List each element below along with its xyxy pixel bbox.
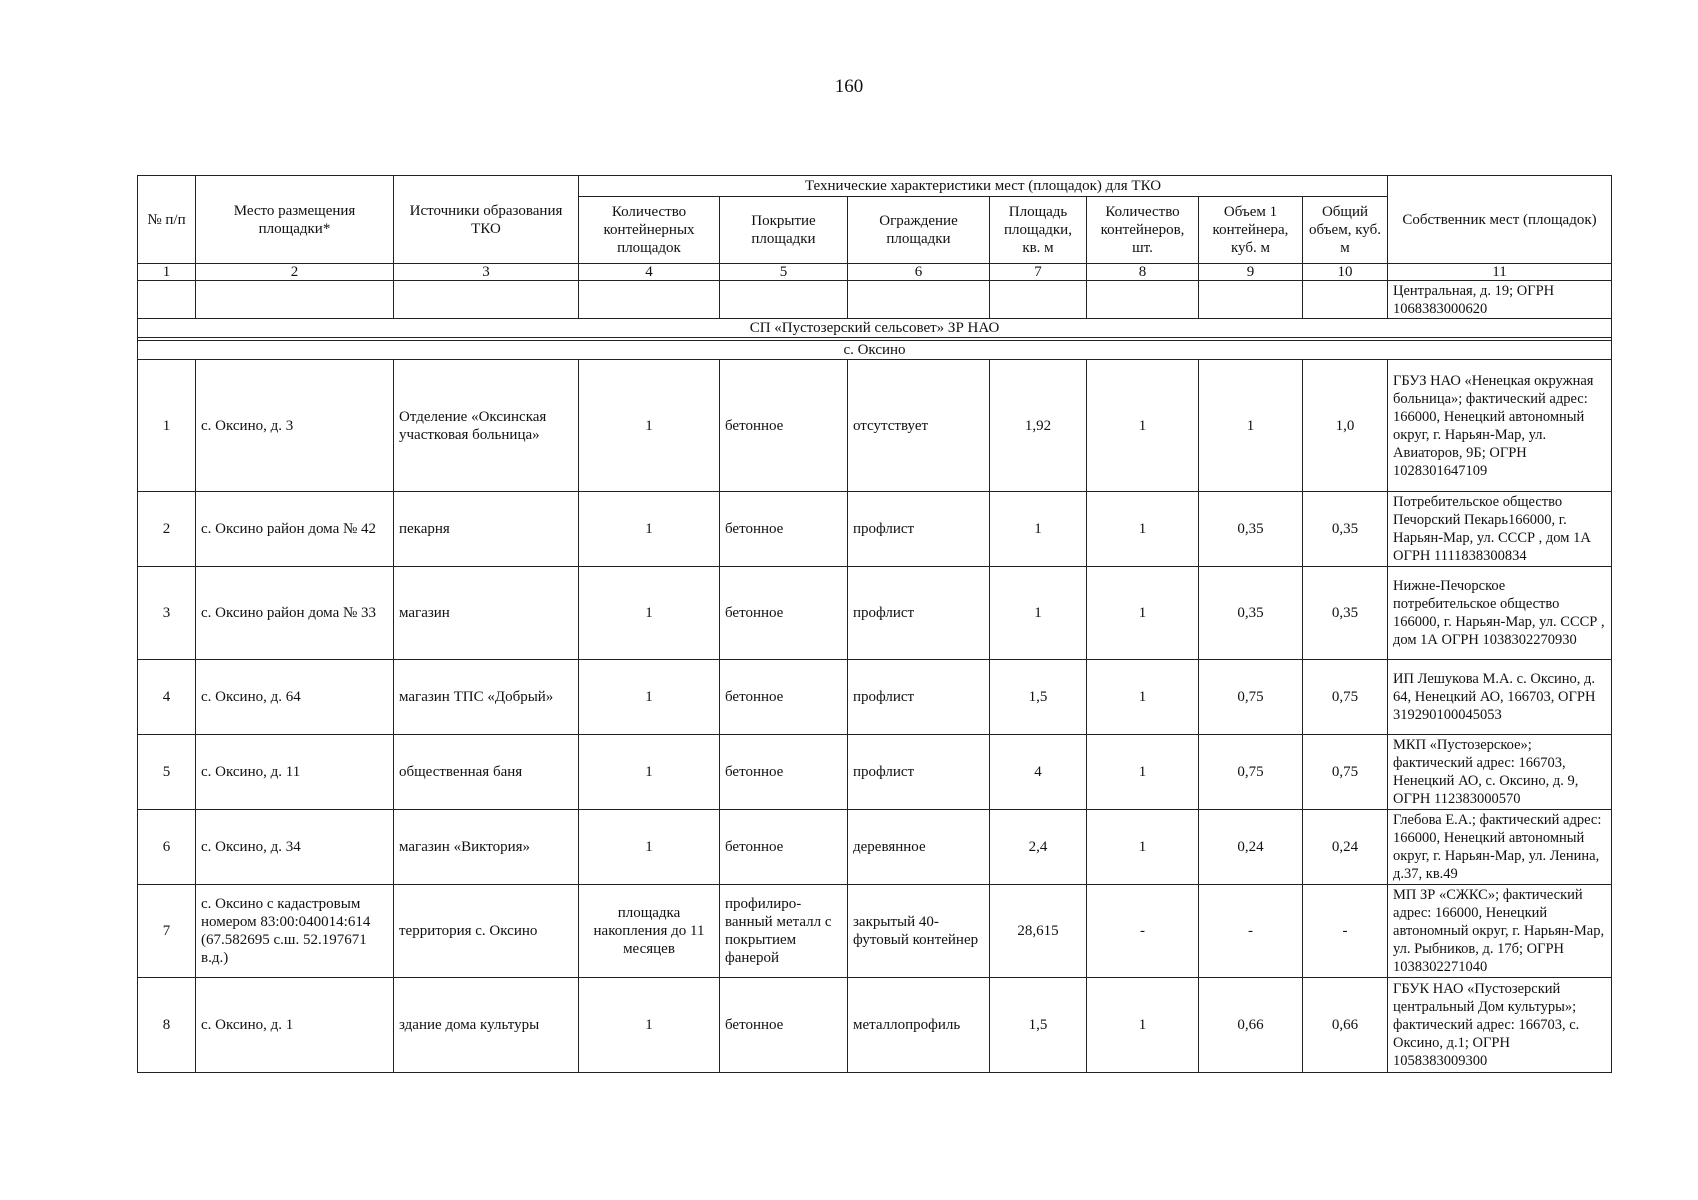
cover-cell: бетонное (720, 492, 848, 567)
volume-total-cell: 0,35 (1303, 567, 1388, 660)
col-header-volume-total: Общий объем, куб. м (1303, 197, 1388, 264)
count-cell: 1 (1087, 735, 1199, 810)
volume-total-cell: 0,35 (1303, 492, 1388, 567)
volume-total-cell: - (1303, 885, 1388, 978)
group-header-characteristics: Технические характеристики мест (площадок) для ТКО (579, 176, 1388, 197)
owner-cell: МП ЗР «СЖКС»; фактический адрес: 166000, Ненецкий автономный округ, г. Нарьян-Мар, ул. Рыбников, д. 17б; ОГРН 1038302271040 (1388, 885, 1612, 978)
subsection-row (138, 341, 1612, 360)
fence-cell: профлист (848, 735, 990, 810)
volume-total-cell: 0,75 (1303, 660, 1388, 735)
cover-cell: бетонное (720, 567, 848, 660)
table-row (138, 492, 1612, 567)
area-cell: 1,5 (990, 978, 1087, 1073)
place-cell: с. Оксино район дома № 42 (196, 492, 394, 567)
column-number: 6 (848, 264, 990, 281)
volume-total-cell: 0,24 (1303, 810, 1388, 885)
area-cell: 1 (990, 492, 1087, 567)
volume-one-cell: 1 (1199, 360, 1303, 492)
cover-cell: бетонное (720, 978, 848, 1073)
owner-cell: ГБУЗ НАО «Ненецкая окружная больница»; фактический адрес: 166000, Ненецкий автономный округ, г. Нарьян-Мар, ул. Авиаторов, 9Б; ОГРН 1028301647109 (1388, 360, 1612, 492)
source-cell: Отделение «Оксинская участковая больница» (394, 360, 579, 492)
volume-one-cell: 0,35 (1199, 567, 1303, 660)
owner-cell: ИП Лешукова М.А. с. Оксино, д. 64, Ненецкий АО, 166703, ОГРН 319290100045053 (1388, 660, 1612, 735)
cover-cell: бетонное (720, 660, 848, 735)
count-cell: 1 (1087, 492, 1199, 567)
area-cell: 4 (990, 735, 1087, 810)
row-number: 1 (138, 360, 196, 492)
section-title: СП «Пустозерский сельсовет» ЗР НАО (138, 319, 1612, 338)
column-number-row (138, 264, 1612, 281)
area-cell: 2,4 (990, 810, 1087, 885)
area-cell: 1 (990, 567, 1087, 660)
owner-cell: Центральная, д. 19; ОГРН 1068383000620 (1388, 281, 1612, 319)
source-cell: общественная баня (394, 735, 579, 810)
sites-cell: 1 (579, 567, 720, 660)
waste-sites-table (137, 175, 1612, 1073)
col-header-area: Площадь площадки, кв. м (990, 197, 1087, 264)
cover-cell: бетонное (720, 360, 848, 492)
col-header-place: Место размещения площадки* (196, 176, 394, 264)
owner-cell: МКП «Пустозерское»; фактический адрес: 166703, Ненецкий АО, с. Оксино, д. 9, ОГРН 112383000570 (1388, 735, 1612, 810)
subsection-title: с. Оксино (138, 341, 1612, 360)
column-number: 8 (1087, 264, 1199, 281)
column-number: 11 (1388, 264, 1612, 281)
fence-cell: профлист (848, 492, 990, 567)
owner-cell: Потребительское общество Печорский Пекарь166000, г. Нарьян-Мар, ул. СССР , дом 1А ОГРН 1111838300834 (1388, 492, 1612, 567)
volume-total-cell: 0,66 (1303, 978, 1388, 1073)
place-cell: с. Оксино, д. 1 (196, 978, 394, 1073)
source-cell: магазин (394, 567, 579, 660)
source-cell: магазин «Виктория» (394, 810, 579, 885)
column-number: 7 (990, 264, 1087, 281)
sites-cell: 1 (579, 660, 720, 735)
table-row (138, 567, 1612, 660)
fence-cell: отсутствует (848, 360, 990, 492)
fence-cell: профлист (848, 567, 990, 660)
column-number: 9 (1199, 264, 1303, 281)
table-row (138, 660, 1612, 735)
sites-cell: 1 (579, 360, 720, 492)
area-cell: 1,92 (990, 360, 1087, 492)
volume-one-cell: 0,66 (1199, 978, 1303, 1073)
count-cell: 1 (1087, 978, 1199, 1073)
column-number: 5 (720, 264, 848, 281)
place-cell: с. Оксино с кадастровым номером 83:00:040014:614 (67.582695 с.ш. 52.197671 в.д.) (196, 885, 394, 978)
continuation-row (138, 281, 1612, 319)
col-header-volume-one: Объем 1 контейнера, куб. м (1199, 197, 1303, 264)
column-number: 2 (196, 264, 394, 281)
col-header-number: № п/п (138, 176, 196, 264)
owner-cell: Глебова Е.А.; фактический адрес: 166000, Ненецкий автономный округ, г. Нарьян-Мар, ул. Ленина, д.37, кв.49 (1388, 810, 1612, 885)
section-row (138, 319, 1612, 338)
sites-cell: площадка накопления до 11 месяцев (579, 885, 720, 978)
source-cell: территория с. Оксино (394, 885, 579, 978)
column-number: 3 (394, 264, 579, 281)
volume-one-cell: 0,75 (1199, 660, 1303, 735)
place-cell: с. Оксино, д. 11 (196, 735, 394, 810)
area-cell: 1,5 (990, 660, 1087, 735)
place-cell: с. Оксино, д. 3 (196, 360, 394, 492)
row-number: 8 (138, 978, 196, 1073)
volume-one-cell: 0,75 (1199, 735, 1303, 810)
column-number: 10 (1303, 264, 1388, 281)
volume-total-cell: 1,0 (1303, 360, 1388, 492)
table-row (138, 360, 1612, 492)
count-cell: 1 (1087, 810, 1199, 885)
sites-cell: 1 (579, 735, 720, 810)
volume-one-cell: 0,35 (1199, 492, 1303, 567)
count-cell: 1 (1087, 567, 1199, 660)
row-number: 6 (138, 810, 196, 885)
row-number: 7 (138, 885, 196, 978)
fence-cell: деревянное (848, 810, 990, 885)
count-cell: 1 (1087, 660, 1199, 735)
cover-cell: профилиро-ванный металл с покрытием фанерой (720, 885, 848, 978)
volume-total-cell: 0,75 (1303, 735, 1388, 810)
row-number: 2 (138, 492, 196, 567)
count-cell: - (1087, 885, 1199, 978)
count-cell: 1 (1087, 360, 1199, 492)
fence-cell: закрытый 40-футовый контейнер (848, 885, 990, 978)
table-row (138, 978, 1612, 1073)
col-header-sites: Количество контейнерных площадок (579, 197, 720, 264)
cover-cell: бетонное (720, 810, 848, 885)
row-number: 3 (138, 567, 196, 660)
col-header-owner: Собственник мест (площадок) (1388, 176, 1612, 264)
row-number: 5 (138, 735, 196, 810)
fence-cell: металлопрофиль (848, 978, 990, 1073)
owner-cell: Нижне-Печорское потребительское общество 166000, г. Нарьян-Мар, ул. СССР , дом 1А ОГРН 1038302270930 (1388, 567, 1612, 660)
place-cell: с. Оксино, д. 64 (196, 660, 394, 735)
sites-cell: 1 (579, 492, 720, 567)
row-number: 4 (138, 660, 196, 735)
owner-cell: ГБУК НАО «Пустозерский центральный Дом культуры»; фактический адрес: 166703, с. Оксино, д.1; ОГРН 1058383009300 (1388, 978, 1612, 1073)
place-cell: с. Оксино район дома № 33 (196, 567, 394, 660)
area-cell: 28,615 (990, 885, 1087, 978)
table-row (138, 885, 1612, 978)
source-cell: магазин ТПС «Добрый» (394, 660, 579, 735)
col-header-source: Источники образования ТКО (394, 176, 579, 264)
column-number: 4 (579, 264, 720, 281)
sites-cell: 1 (579, 978, 720, 1073)
volume-one-cell: 0,24 (1199, 810, 1303, 885)
column-number: 1 (138, 264, 196, 281)
sites-cell: 1 (579, 810, 720, 885)
source-cell: здание дома культуры (394, 978, 579, 1073)
fence-cell: профлист (848, 660, 990, 735)
cover-cell: бетонное (720, 735, 848, 810)
page-number: 160 (834, 76, 864, 97)
table-row (138, 810, 1612, 885)
col-header-fence: Ограждение площадки (848, 197, 990, 264)
volume-one-cell: - (1199, 885, 1303, 978)
place-cell: с. Оксино, д. 34 (196, 810, 394, 885)
table-row (138, 735, 1612, 810)
col-header-count: Количество контейнеров, шт. (1087, 197, 1199, 264)
col-header-cover: Покрытие площадки (720, 197, 848, 264)
source-cell: пекарня (394, 492, 579, 567)
